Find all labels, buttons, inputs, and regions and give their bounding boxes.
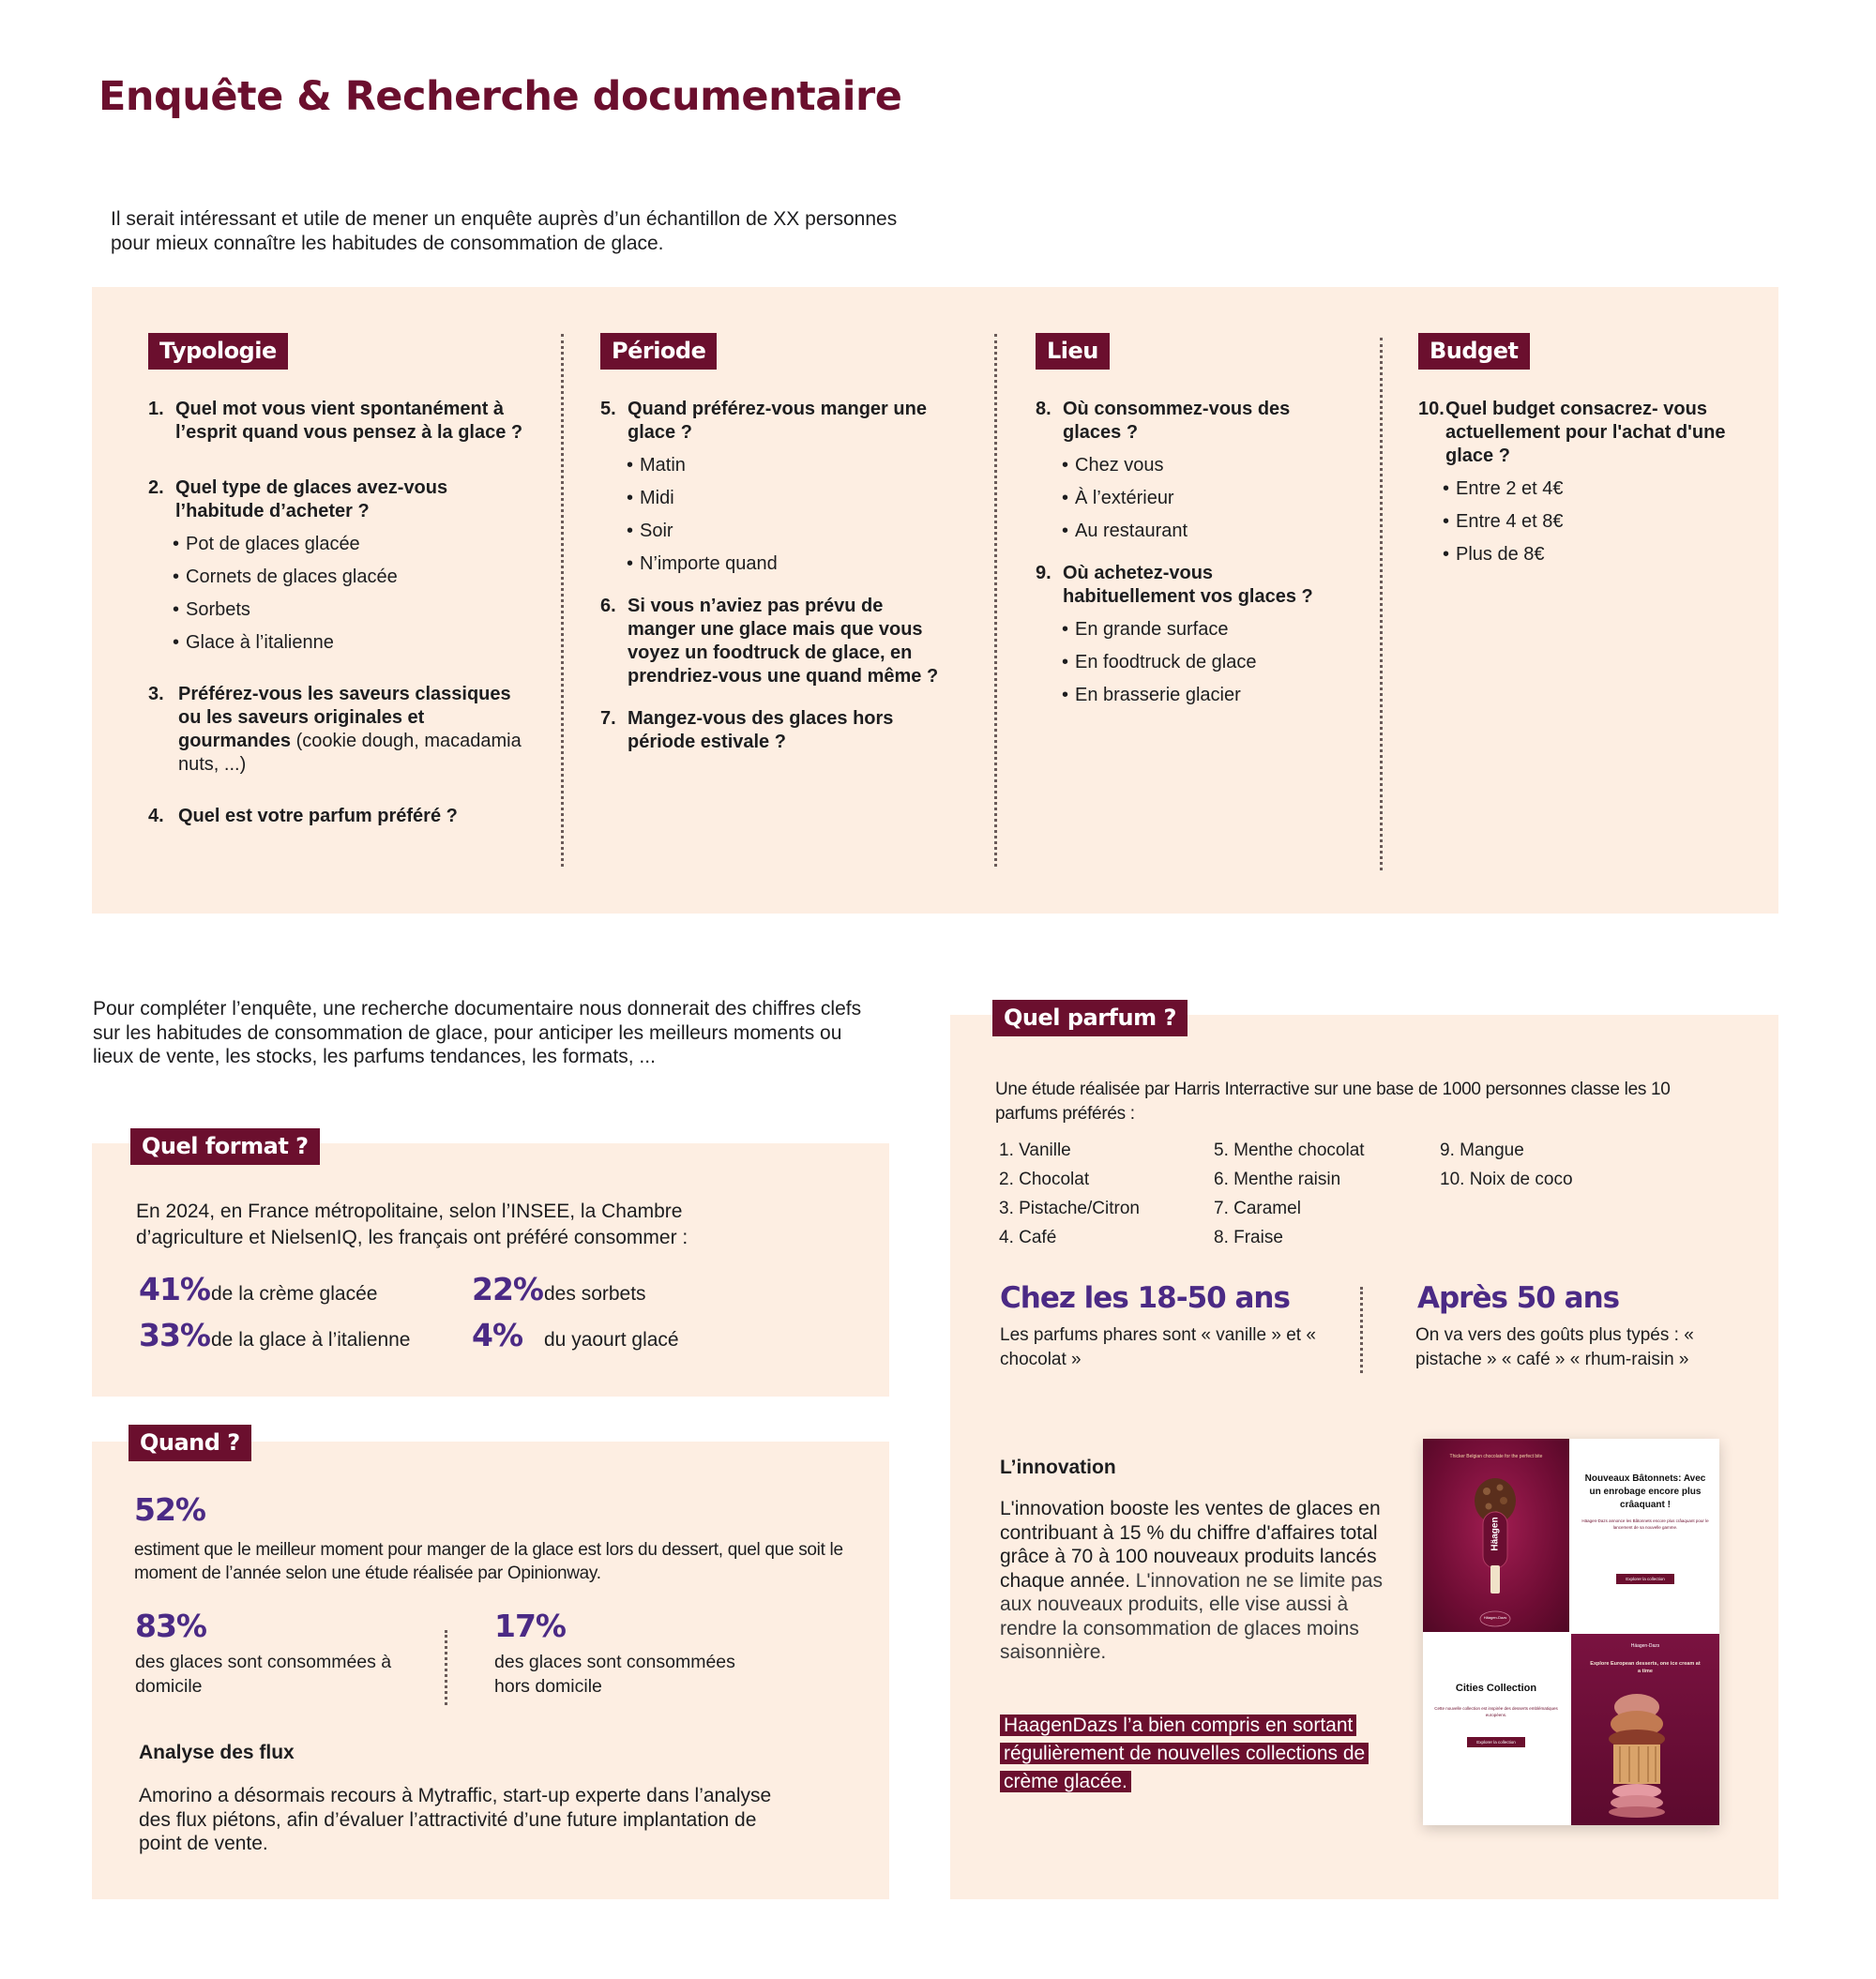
stat-divider	[445, 1630, 447, 1705]
question-6: 6. Si vous n’aviez pas prévu de manger une glace mais que vous voyez un foodtruck de glace, en prendriez-vous une quand même ?	[600, 596, 939, 687]
option: • Matin	[627, 455, 686, 476]
option: • N’importe quand	[627, 553, 778, 574]
parfum-intro: Une étude réalisée par Harris Interractive sur une base de 1000 personnes classe les 10 parfums préférés :	[995, 1080, 1671, 1124]
option: • En brasserie glacier	[1062, 685, 1241, 705]
option: • Sorbets	[173, 599, 250, 620]
question-5: 5. Quand préférez-vous manger une glace ?	[600, 399, 927, 443]
flavor-list: 1. Vanille 2. Chocolat 3. Pistache/Citron 4. Café	[999, 1141, 1140, 1247]
ad-brand-vertical: Häagen	[1490, 1517, 1501, 1551]
option: • En foodtruck de glace	[1062, 652, 1257, 672]
page-title: Enquête & Recherche documentaire	[98, 73, 902, 120]
question-8: 8. Où consommez-vous des glaces ?	[1036, 399, 1291, 443]
flux-text: Amorino a désormais recours à Mytraffic, start-up experte dans l’analyse des flux piétons, afin d’évaluer l’attractivité d’une future implantation de point de vente.	[139, 1785, 772, 1854]
question-3: 3. Préférez-vous les saveurs classiques ou les saveurs originales et gourmandes (cookie dough, macadamia nuts, ...)	[148, 684, 522, 775]
option: • Chez vous	[1062, 455, 1164, 476]
ad-stick-image	[1423, 1439, 1569, 1632]
lieu-tag: Lieu	[1036, 333, 1110, 370]
question-7: 7. Mangez-vous des glaces hors période estivale ?	[600, 708, 894, 752]
column-divider	[994, 334, 997, 867]
format-stat: 4% du yaourt glacé	[472, 1317, 679, 1353]
format-stat: 41% de la crème glacée	[139, 1271, 378, 1307]
innovation-text: L'innovation booste les ventes de glaces en contribuant à 15 % du chiffre d'affaires total grâce à 70 à 100 nouveaux produits lancés chaque année. L'innovation ne se limite pas aux nouveaux produits, elle vise aussi à rendre la consommation de glaces moins saisonnière.	[1000, 1498, 1383, 1663]
option: • Plus de 8€	[1443, 544, 1545, 565]
old-title: Après 50 ans	[1417, 1281, 1620, 1315]
ad-dessert-image: Häagen-Dazs Explore European desserts, one ice cream at a time	[1571, 1634, 1719, 1825]
ad-collage	[1423, 1439, 1719, 1825]
option: • Pot de glaces glacée	[173, 534, 360, 554]
question-2: 2. Quel type de glaces avez-vous l’habitude d’acheter ?	[148, 477, 448, 521]
haagendazs-highlight: HaagenDazs l’a bien compris en sortant régulièrement de nouvelles collections de crème glacée.	[1000, 1713, 1366, 1797]
innovation-title: L’innovation	[1000, 1457, 1116, 1478]
format-stat: 33% de la glace à l’italienne	[139, 1317, 411, 1353]
ad-cities-panel: Cities Collection Cette nouvelle collection est inspirée des desserts emblématiques européens. Explorer la collection	[1423, 1634, 1569, 1825]
out-pct: 17%	[494, 1608, 566, 1644]
home-pct: 83%	[135, 1608, 206, 1644]
format-tag: Quel format ?	[130, 1128, 320, 1165]
research-intro: Pour compléter l’enquête, une recherche documentaire nous donnerait des chiffres clefs sur les habitudes de consommation de glace, pour anticiper les meilleurs moments ou lieux de vente, les stocks, les parfums tendances, les formats, ...	[93, 998, 862, 1067]
question-10: 10. Quel budget consacrez- vous actuellement pour l'achat d'une glace ?	[1418, 399, 1726, 466]
ad-explore-button[interactable]: Explorer la collection	[1616, 1574, 1674, 1584]
option: • Cornets de glaces glacée	[173, 567, 398, 587]
quand-main-text: estiment que le meilleur moment pour manger de la glace est lors du dessert, quel que soit le moment de l’année selon une étude réalisée par Opinionway.	[134, 1540, 843, 1583]
question-9: 9. Où achetez-vous habituellement vos glaces ?	[1036, 563, 1313, 607]
budget-column	[1418, 333, 1742, 567]
option: • À l’extérieur	[1062, 488, 1174, 508]
option: • Glace à l’italienne	[173, 632, 334, 653]
column-divider	[561, 334, 564, 867]
option: • En grande surface	[1062, 619, 1229, 640]
flux-title: Analyse des flux	[139, 1742, 295, 1763]
format-text: En 2024, en France métropolitaine, selon l’INSEE, la Chambre d’agriculture et NielsenIQ, les français ont préféré consommer :	[136, 1201, 688, 1248]
option: • Entre 4 et 8€	[1443, 511, 1564, 532]
out-text: des glaces sont consommées hors domicile	[494, 1652, 735, 1697]
typologie-column	[148, 333, 533, 828]
lieu-column	[1036, 333, 1345, 707]
format-panel	[92, 1143, 889, 1397]
question-4: 4. Quel est votre parfum préféré ?	[148, 806, 458, 826]
flavor-list: 9. Mangue 10. Noix de coco	[1440, 1141, 1573, 1189]
periode-tag: Période	[600, 333, 717, 370]
intro-text: Il serait intéressant et utile de mener un enquête auprès d’un échantillon de XX personnes pour mieux connaître les habitudes de consommation de glace.	[111, 208, 898, 254]
age-divider	[1360, 1287, 1363, 1373]
young-title: Chez les 18-50 ans	[1000, 1281, 1290, 1315]
typologie-tag: Typologie	[148, 333, 288, 370]
dessert-stack-icon	[1571, 1634, 1719, 1825]
option: • Entre 2 et 4€	[1443, 478, 1564, 499]
option: • Soir	[627, 521, 673, 541]
option: • Midi	[627, 488, 674, 508]
quand-tag: Quand ?	[129, 1425, 251, 1461]
quand-main-pct: 52%	[134, 1491, 205, 1528]
option: • Au restaurant	[1062, 521, 1188, 541]
flavor-list: 5. Menthe chocolat 6. Menthe raisin 7. Caramel 8. Fraise	[1214, 1141, 1365, 1247]
old-text: On va vers des goûts plus typés : « pistache » « café » « rhum-raisin »	[1415, 1325, 1694, 1369]
parfum-tag: Quel parfum ?	[992, 1000, 1188, 1036]
ad-logo: Häagen-Dazs	[1483, 1615, 1507, 1620]
periode-column	[600, 333, 955, 754]
young-text: Les parfums phares sont « vanille » et « chocolat »	[1000, 1325, 1316, 1369]
ad-explore-button[interactable]: Explorer la collection	[1467, 1737, 1525, 1747]
ad-caption: Thicker Belgian chocolate for the perfect bite	[1449, 1454, 1543, 1459]
ad-text-panel: Nouveaux Bâtonnets: Avec un enrobage encore plus crâaquant ! Häagen-Dazs annonce les Bâtonnets encore plus crâaquant pour le lancement de sa nouvelle gamme. Explorer la collection	[1571, 1439, 1719, 1632]
question-1: 1. Quel mot vous vient spontanément à l’esprit quand vous pensez à la glace ?	[148, 399, 523, 443]
column-divider	[1380, 338, 1383, 870]
home-text: des glaces sont consommées à domicile	[135, 1652, 392, 1697]
format-stat: 22% des sorbets	[472, 1271, 646, 1307]
budget-tag: Budget	[1418, 333, 1530, 370]
